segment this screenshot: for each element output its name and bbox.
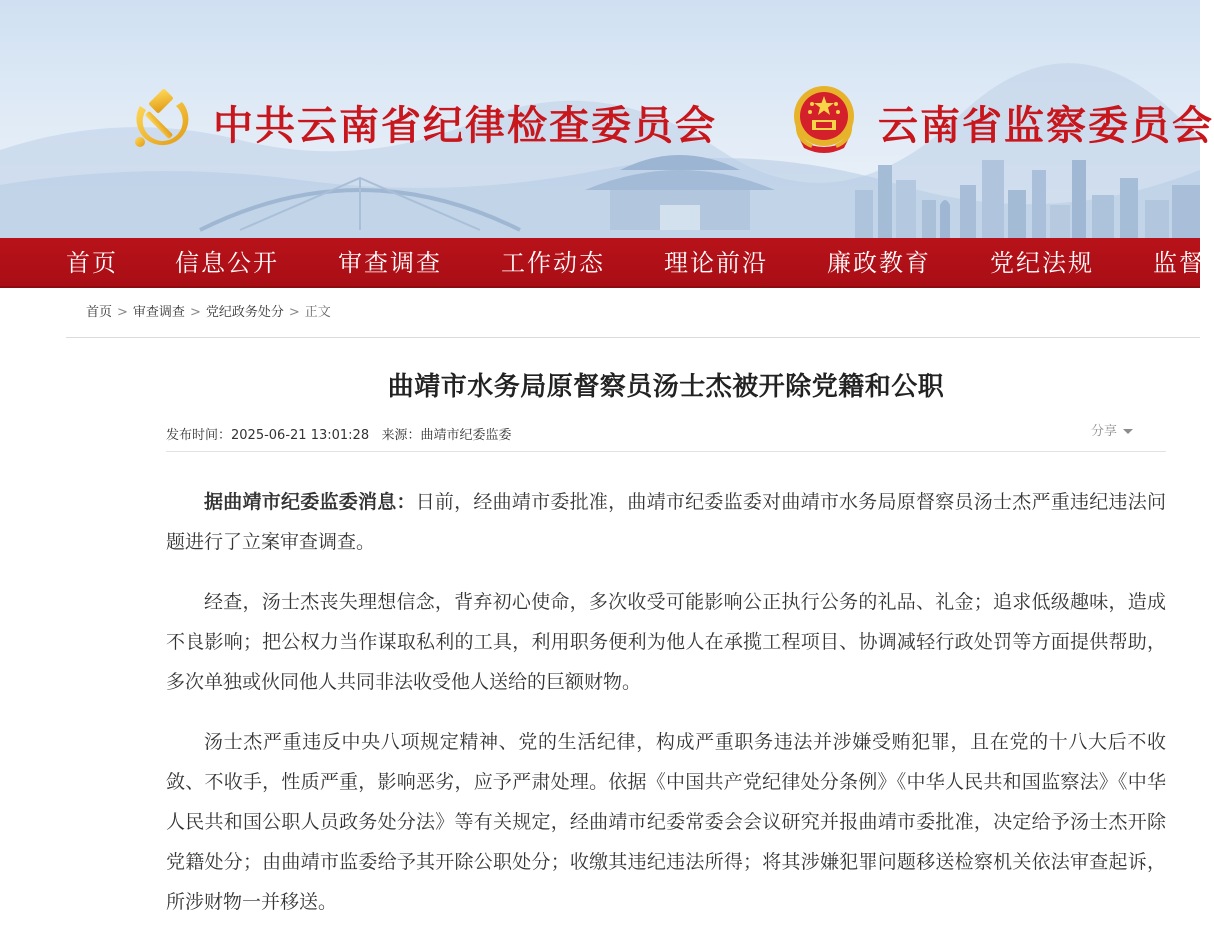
article-lead: 据曲靖市纪委监委消息： [204,491,416,513]
article-source: 曲靖市纪委监委 [420,428,512,443]
nav-item-work-news[interactable]: 工作动态 [501,249,605,277]
share-label: 分享 [1091,424,1118,439]
national-emblem-icon [790,82,858,154]
breadcrumb-separator: > [288,305,300,320]
article-title: 曲靖市水务局原督察员汤士杰被开除党籍和公职 [387,372,945,402]
caret-down-icon [1123,429,1133,434]
nav-item-party-regulations[interactable]: 党纪法规 [990,249,1094,277]
article-paragraph-text: 日前，经曲靖市委批准，曲靖市纪委监委对曲靖市水务局原督察员汤士杰严重违纪违法问题进行了立案审查调查。 [166,491,1166,553]
nav-item-info-disclosure[interactable]: 信息公开 [175,249,279,277]
breadcrumb-separator: > [189,305,201,320]
article-paragraph [166,482,1166,562]
nav-item-integrity-education[interactable]: 廉政教育 [827,249,931,277]
article-paragraph: 汤士杰严重违反中央八项规定精神、党的生活纪律，构成严重职务违法并涉嫌受贿犯罪，且在党的十八大后不收敛、不收手，性质严重，影响恶劣，应予严肃处理。依据《中国共产党纪律处分条例》《中华人民共和国监察法》《中华人民共和国公职人员政务处分法》等有关规定，经曲靖市纪委常委会会议研究并报曲靖市委批准，决定给予汤士杰开除党籍处分；由曲靖市监委给予其开除公职处分；收缴其违纪违法所得；将其涉嫌犯罪问题移送检察机关依法审查起诉，所涉财物一并移送。 [166,731,1166,913]
meta-divider [166,451,1166,452]
main-nav [0,238,1205,288]
breadcrumb-review-investigation[interactable]: 审查调查 [132,305,185,320]
source-label: 来源： [381,428,421,443]
header-banner [0,0,1214,238]
nav-item-supervision[interactable]: 监督 [1153,249,1205,277]
breadcrumb-separator: > [117,305,128,320]
breadcrumb [86,302,331,324]
nav-item-theory-frontier[interactable]: 理论前沿 [664,249,768,277]
breadcrumb-divider [66,337,1200,338]
hammer-sickle-icon [126,84,194,152]
article-meta [166,424,512,443]
breadcrumb-disciplinary-sanctions[interactable]: 党纪政务处分 [205,305,284,320]
publish-time: 2025-06-21 13:01:28 [231,428,370,443]
site-title-left: 中共云南省纪律检查委员会 [213,103,717,149]
article-paragraph: 经查，汤士杰丧失理想信念，背弃初心使命，多次收受可能影响公正执行公务的礼品、礼金；追求低级趣味，造成不良影响；把公权力当作谋取私利的工具，利用职务便利为他人在承揽工程项目、协调减轻行政处罚等方面提供帮助，多次单独或伙同他人共同非法收受他人送给的巨额财物。 [166,591,1166,693]
share-button[interactable] [1091,420,1133,439]
publish-time-label: 发布时间： [166,428,232,443]
site-title-right: 云南省监察委员会 [878,103,1214,149]
nav-item-home[interactable]: 首页 [66,249,118,277]
breadcrumb-home[interactable]: 首页 [86,305,113,320]
nav-item-review-investigation[interactable]: 审查调查 [338,249,442,277]
breadcrumb-current: 正文 [304,305,331,320]
article-body [166,482,1166,942]
